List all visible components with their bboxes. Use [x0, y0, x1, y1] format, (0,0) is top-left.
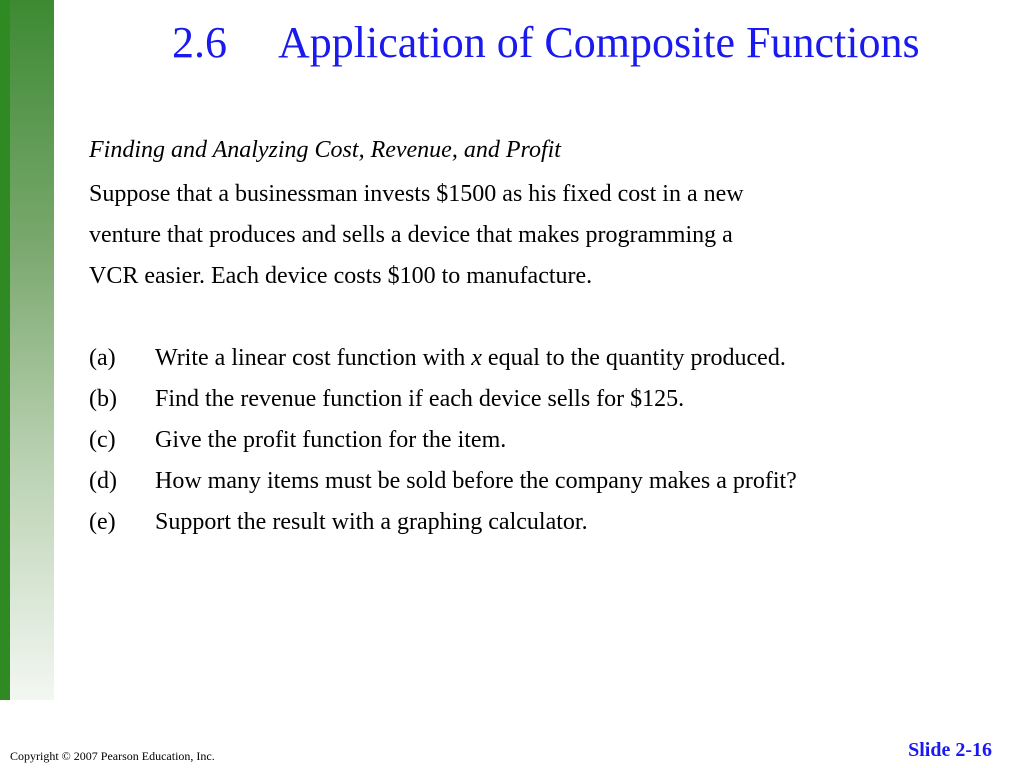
question-text: Give the profit function for the item. [155, 427, 507, 453]
subtitle: Finding and Analyzing Cost, Revenue, and Profit [89, 137, 561, 163]
intro-paragraph [89, 174, 744, 297]
question-item [89, 338, 797, 379]
question-list [89, 338, 797, 543]
question-label: (b) [89, 386, 117, 412]
intro-line: venture that produces and sells a device that makes programming a [89, 222, 733, 248]
question-label: (e) [89, 509, 116, 535]
question-text: Support the result with a graphing calculator. [155, 509, 588, 535]
question-label: (c) [89, 427, 116, 453]
question-label: (a) [89, 345, 116, 371]
question-item [89, 379, 797, 420]
question-text-part: Write a linear cost function with [155, 345, 472, 371]
question-text: Find the revenue function if each device sells for $125. [155, 386, 685, 412]
variable-x: x [471, 345, 482, 371]
question-text: How many items must be sold before the company makes a profit? [155, 468, 797, 494]
intro-line: VCR easier. Each device costs $100 to manufacture. [89, 263, 593, 289]
slide-number: Slide 2-16 [908, 739, 992, 761]
title-text: Application of Composite Functions [278, 18, 920, 67]
question-item [89, 502, 797, 543]
question-item [89, 420, 797, 461]
question-label: (d) [89, 468, 117, 494]
question-text [155, 338, 786, 379]
slide-title [172, 16, 920, 70]
question-item [89, 461, 797, 502]
copyright-notice: Copyright © 2007 Pearson Education, Inc. [10, 749, 215, 763]
sidebar-edge-bar [0, 0, 10, 700]
section-number: 2.6 [172, 18, 227, 67]
intro-line: Suppose that a businessman invests $1500 as his fixed cost in a new [89, 181, 744, 207]
question-text-part: equal to the quantity produced. [481, 345, 786, 371]
